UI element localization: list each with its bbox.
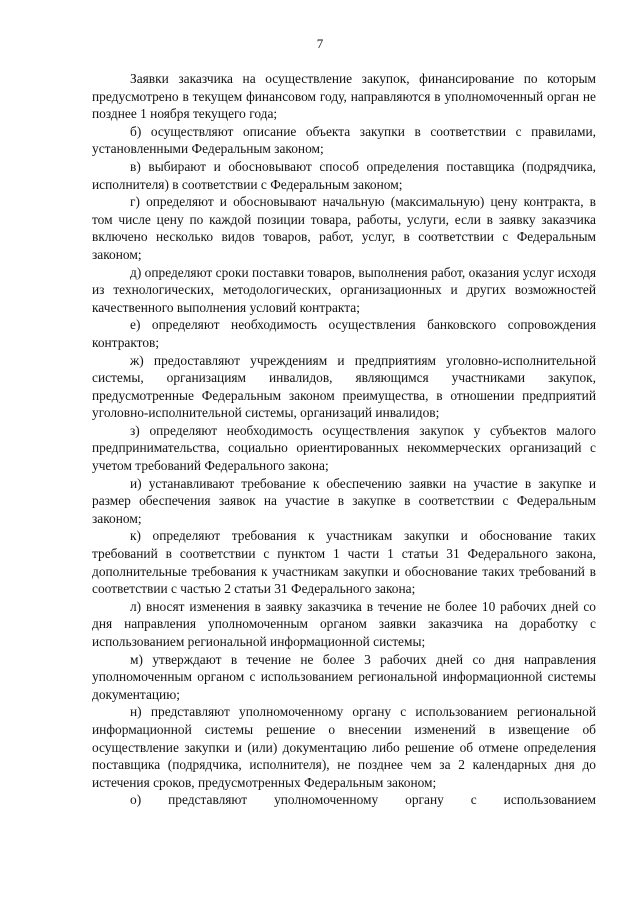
page-number: 7 [316, 36, 324, 51]
paragraph-b: б) осуществляют описание объекта закупки в соответствии с правилами, установленными Федеральным законом; [92, 123, 596, 157]
paragraph-n: н) представляют уполномоченному органу с использованием региональной информационной системы решение о внесении изменений в извещение об осуществление закупки и (или) документацию либо решение об отмене определения поставщика (подрядчика, исполнителя), не позднее чем за 2 календарных дня до истечения сроков, предусмотренных Федеральным законом; [92, 704, 596, 790]
paragraph-zh: ж) предоставляют учреждениям и предприятиям уголовно-исполнительной системы, организациям инвалидов, являющимся участниками закупок, предусмотренные Федеральным законом преимущества, в отношении предприятий уголовно-исполнительной системы, организаций инвалидов; [92, 352, 596, 421]
paragraph-e: е) определяют необходимость осуществления банковского сопровождения контрактов; [92, 317, 596, 350]
paragraph-i: и) устанавливают требование к обеспечению заявки на участие в закупке и размер обеспечения заявок на участие в закупке в соответствии с Федеральным законом; [92, 475, 596, 526]
paragraph-d: д) определяют сроки поставки товаров, выполнения работ, оказания услуг исходя из технологических, методологических, организационных и других возможностей качественного выполнения условий контракта; [92, 264, 596, 315]
paragraph-o: о) представляют уполномоченному органу с использованием [130, 792, 596, 808]
paragraph-l: л) вносят изменения в заявку заказчика в течение не более 10 рабочих дней со дня направления уполномоченным органом заявки заказчика на доработку с использованием региональной информационной системы; [92, 598, 596, 649]
document-body [92, 70, 596, 809]
paragraph-v: в) выбирают и обосновывают способ определения поставщика (подрядчика, исполнителя) в соответствии с Федеральным законом; [92, 158, 596, 192]
paragraph-m: м) утверждают в течение не более 3 рабочих дней со дня направления уполномоченным органом с использованием региональной информационной системы документацию; [92, 651, 596, 702]
paragraph-g: г) определяют и обосновывают начальную (максимальную) цену контракта, в том числе цену по каждой позиции товара, работы, услуги, если в заявку заказчика включено несколько видов товаров, работ, услуг, в соответствии с Федеральным законом; [92, 194, 596, 262]
paragraph-k: к) определяют требования к участникам закупки и обоснование таких требований в соответствии с пунктом 1 части 1 статьи 31 Федерального закона, дополнительные требования к участникам закупки и обоснование таких требований в соответствии с частью 2 статьи 31 Федерального закона; [92, 528, 596, 597]
paragraph-applications: Заявки заказчика на осуществление закупок, финансирование по которым предусмотрено в текущем финансовом году, направляются в уполномоченный орган не позднее 1 ноября текущего года; [92, 71, 596, 122]
paragraph-z: з) определяют необходимость осуществления закупок у субъектов малого предпринимательства, социально ориентированных некоммерческих организаций с учетом требований Федерального закона; [92, 422, 596, 474]
